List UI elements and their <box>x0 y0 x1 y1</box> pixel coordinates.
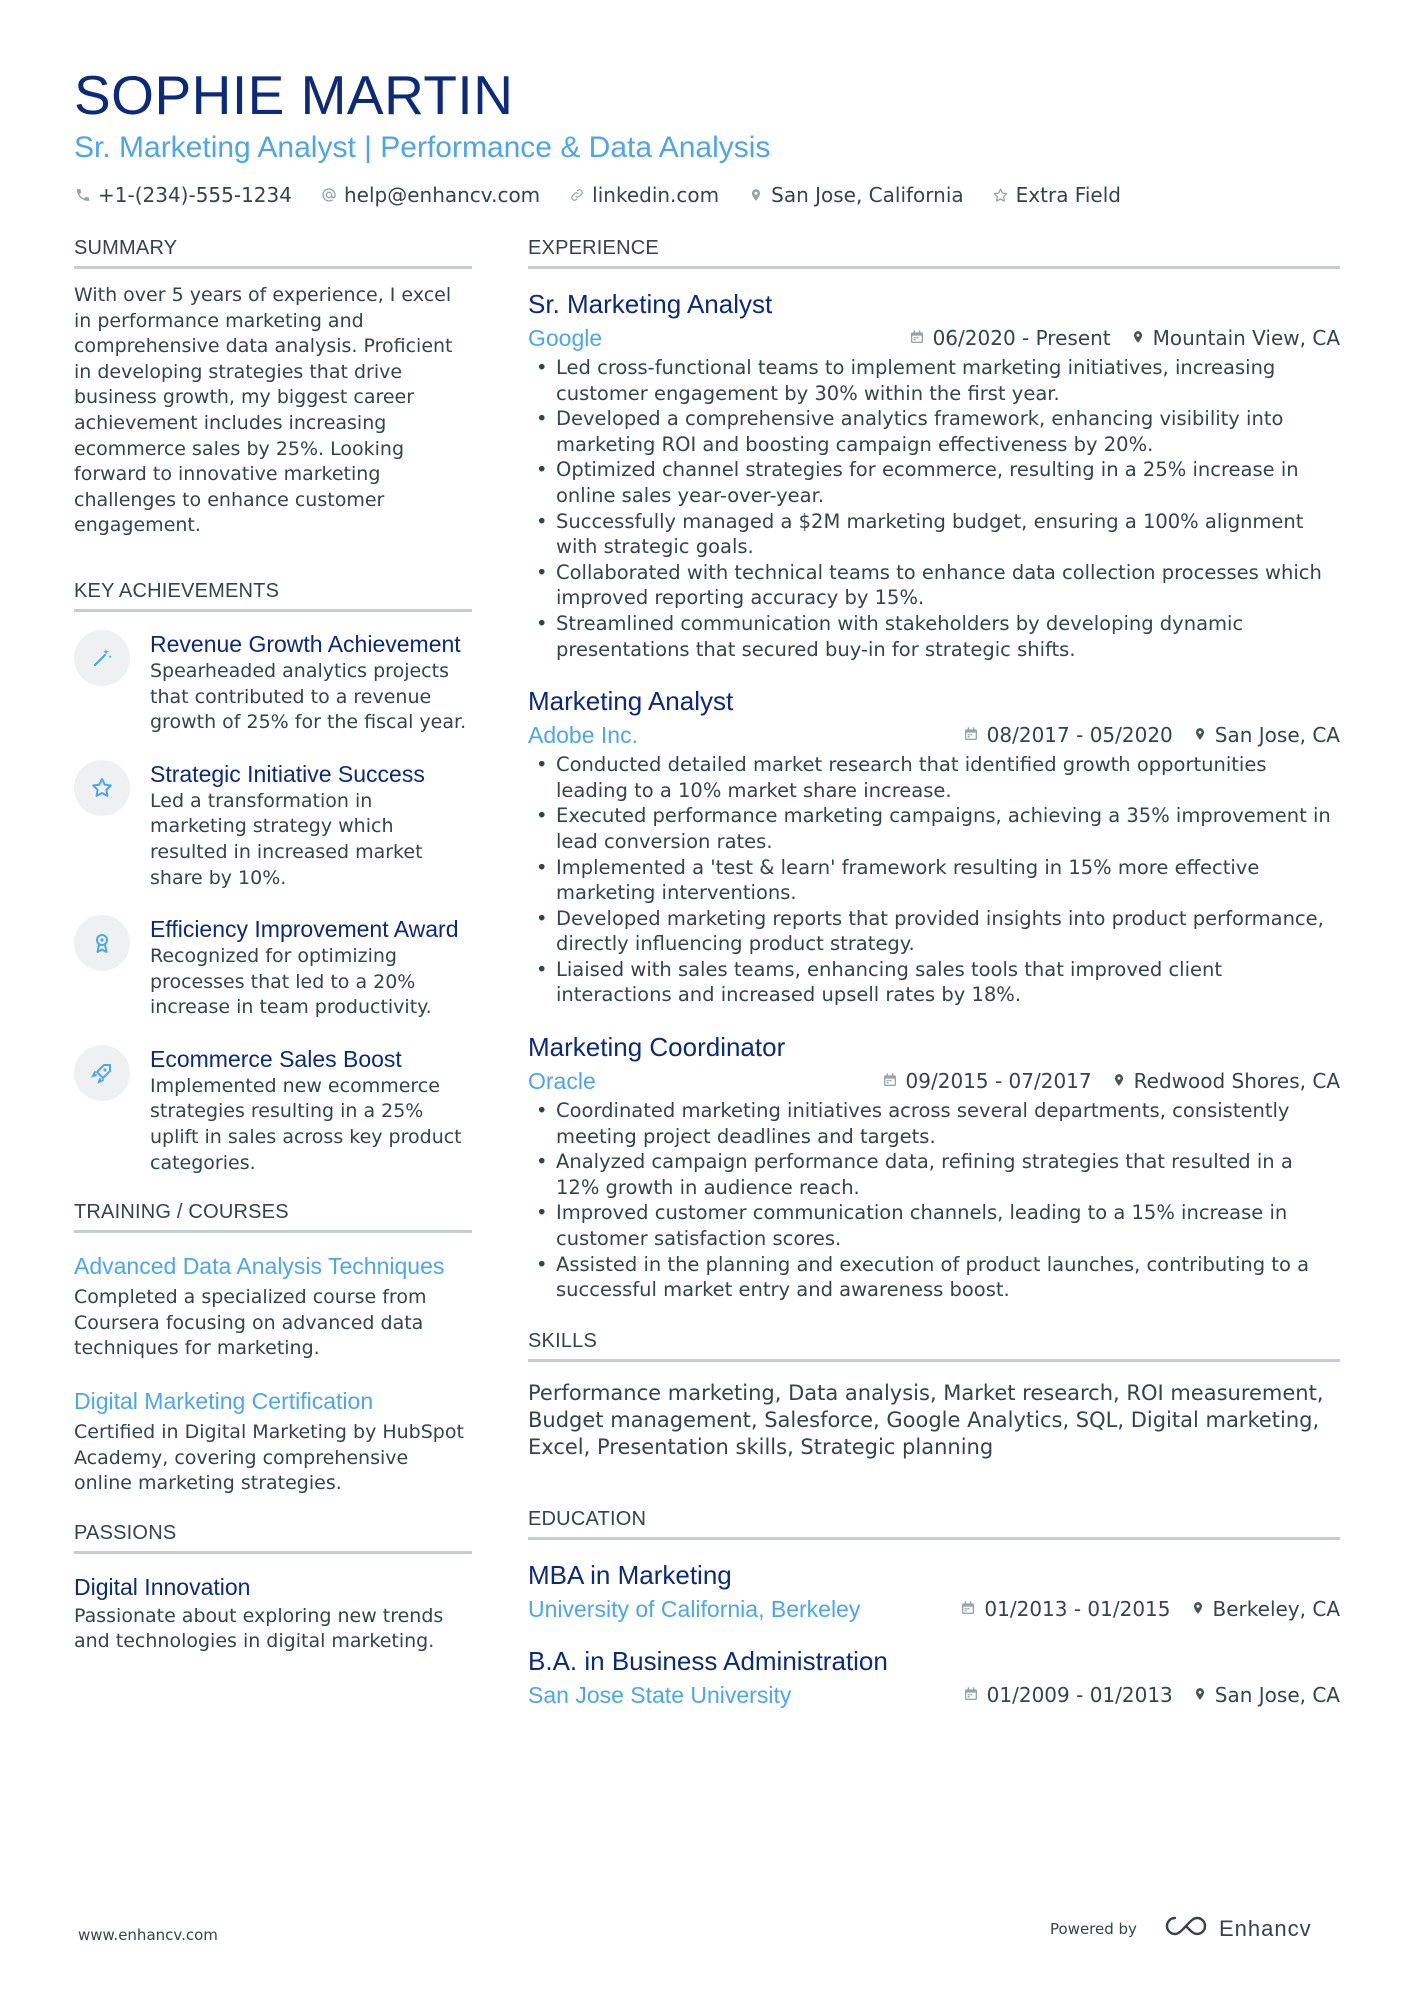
job-title: Sr. Marketing Analyst <box>528 289 773 319</box>
calendar-icon <box>963 723 979 747</box>
company-name: Adobe Inc. <box>528 722 638 749</box>
job-bullets <box>528 1098 1340 1303</box>
contact-location <box>747 182 964 208</box>
magic-wand-icon <box>74 630 130 686</box>
job-bullet: • Streamlined communication with stakeholders by developing dynamic presentations that secured buy-in for strategic shifts. <box>528 611 1340 662</box>
degree-title: B.A. in Business Administration <box>528 1645 888 1676</box>
contact-phone[interactable] <box>74 182 292 208</box>
job-bullet: • Developed a comprehensive analytics framework, enhancing visibility into marketing ROI and boosting campaign effectiveness by 20%. <box>528 406 1340 457</box>
job-entry <box>528 684 1340 1008</box>
school-name: University of California, Berkeley <box>528 1595 861 1622</box>
calendar-icon <box>909 326 925 350</box>
passions-section <box>74 1521 472 1655</box>
contact-extra-text: Extra Field <box>1015 183 1121 207</box>
contact-email[interactable] <box>320 182 540 208</box>
phone-icon <box>74 186 92 204</box>
education-entry <box>528 1558 1340 1624</box>
job-bullet: • Liaised with sales teams, enhancing sales tools that improved client interactions and increased upsell rates by 18%. <box>528 957 1340 1008</box>
achievement-title: Efficiency Improvement Award <box>150 916 459 943</box>
job-bullet: • Executed performance marketing campaigns, achieving a 35% improvement in lead conversion rates. <box>528 803 1340 854</box>
candidate-headline: Sr. Marketing Analyst | Performance & Data Analysis <box>74 131 771 164</box>
education-location: Berkeley, CA <box>1212 1596 1340 1621</box>
summary-section <box>74 236 472 539</box>
course-item <box>74 1386 472 1497</box>
company-name: Google <box>528 325 603 351</box>
job-location: Mountain View, CA <box>1152 326 1340 350</box>
calendar-icon <box>882 1069 898 1093</box>
contact-location-text: San Jose, California <box>771 183 964 207</box>
contact-bar <box>74 182 1344 208</box>
job-title: Marketing Analyst <box>528 686 734 717</box>
job-dates: 08/2017 - 05/2020 <box>986 723 1173 748</box>
star-badge-icon <box>74 760 130 816</box>
achievement-title: Revenue Growth Achievement <box>150 630 461 657</box>
job-entry <box>528 287 1340 662</box>
job-bullet: • Analyzed campaign performance data, refining strategies that resulted in a 12% growth in audience reach. <box>528 1149 1340 1200</box>
achievement-item <box>74 915 472 1021</box>
training-section <box>74 1200 472 1497</box>
job-location: Redwood Shores, CA <box>1133 1069 1340 1094</box>
company-name: Oracle <box>528 1068 596 1095</box>
location-pin-icon <box>1191 1597 1205 1621</box>
contact-email-text: help@enhancv.com <box>343 183 541 207</box>
at-icon <box>320 186 338 204</box>
contact-extra <box>992 182 1121 208</box>
course-text: Completed a specialized course from Coursera focusing on advanced data techniques for marketing. <box>74 1286 427 1360</box>
job-dates: 09/2015 - 07/2017 <box>905 1069 1092 1094</box>
course-title: Advanced Data Analysis Techniques <box>74 1253 445 1280</box>
achievement-text: Led a transformation in marketing strategy which resulted in increased market share by 10%. <box>150 789 423 889</box>
degree-title: MBA in Marketing <box>528 1559 732 1590</box>
job-bullet: • Assisted in the planning and execution of product launches, contributing to a successful market entry and awareness boost. <box>528 1252 1340 1303</box>
summary-text: With over 5 years of experience, I excel in performance marketing and comprehensive data analysis. Proficient in developing strategies that drive business growth, my biggest career achievement includes increasing ecommerce sales by 25%. Looking forward to innovative marketing challenges to enhance customer engagement. <box>74 284 453 537</box>
skills-heading: SKILLS <box>528 1329 1340 1362</box>
summary-heading: SUMMARY <box>74 236 472 269</box>
achievement-item <box>74 1045 472 1176</box>
education-heading: EDUCATION <box>528 1507 1340 1540</box>
award-ribbon-icon <box>74 915 130 971</box>
course-text: Certified in Digital Marketing by HubSpot Academy, covering comprehensive online marketing strategies. <box>74 1421 464 1495</box>
right-column <box>528 236 1340 1730</box>
left-column <box>74 236 472 1655</box>
achievements-heading: KEY ACHIEVEMENTS <box>74 579 472 612</box>
location-pin-icon <box>1131 326 1145 350</box>
rocket-icon <box>74 1045 130 1101</box>
job-bullet: • Implemented a 'test & learn' framework resulting in 15% more effective marketing interventions. <box>528 855 1340 906</box>
job-location: San Jose, CA <box>1214 723 1340 748</box>
job-bullet: • Coordinated marketing initiatives across several departments, consistently meeting project deadlines and targets. <box>528 1098 1340 1149</box>
calendar-icon <box>963 1683 979 1707</box>
location-pin-icon <box>1112 1069 1126 1093</box>
course-title: Digital Marketing Certification <box>74 1388 374 1415</box>
skills-section <box>528 1329 1340 1461</box>
education-entry <box>528 1644 1340 1710</box>
job-bullet: • Collaborated with technical teams to enhance data collection processes which improved reporting accuracy by 15%. <box>528 560 1340 611</box>
achievement-title: Strategic Initiative Success <box>150 760 425 787</box>
achievement-text: Implemented new ecommerce strategies resulting in a 25% uplift in sales across key product categories. <box>150 1074 462 1174</box>
skills-text: Performance marketing, Data analysis, Market research, ROI measurement, Budget management, Salesforce, Google Analytics, SQL, Digital marketing, Excel, Presentation skills, Strategic planning <box>528 1380 1324 1459</box>
job-bullet: • Conducted detailed market research that identified growth opportunities leading to a 10% market share increase. <box>528 752 1340 803</box>
achievement-title: Ecommerce Sales Boost <box>150 1045 402 1072</box>
education-dates: 01/2009 - 01/2013 <box>986 1682 1173 1707</box>
job-bullet: • Developed marketing reports that provided insights into product performance, directly influencing product strategy. <box>528 906 1340 957</box>
education-dates: 01/2013 - 01/2015 <box>984 1596 1171 1621</box>
education-section <box>528 1507 1340 1710</box>
job-bullet: • Successfully managed a $2M marketing budget, ensuring a 100% alignment with strategic goals. <box>528 509 1340 560</box>
passion-item <box>74 1572 472 1655</box>
job-bullets <box>528 752 1340 1008</box>
course-item <box>74 1251 472 1362</box>
candidate-name: SOPHIE MARTIN <box>74 64 514 126</box>
star-icon <box>992 186 1010 204</box>
footer-branding <box>1050 1914 1312 1944</box>
brand-logo[interactable] <box>1163 1914 1312 1944</box>
achievement-item <box>74 630 472 736</box>
experience-heading: EXPERIENCE <box>528 236 1340 269</box>
brand-name: Enhancv <box>1218 1916 1312 1941</box>
contact-linkedin-text: linkedin.com <box>592 183 720 207</box>
achievement-item <box>74 760 472 891</box>
passions-heading: PASSIONS <box>74 1521 472 1554</box>
location-pin-icon <box>1193 723 1207 747</box>
school-name: San Jose State University <box>528 1681 792 1708</box>
education-location: San Jose, CA <box>1214 1682 1340 1707</box>
passion-title: Digital Innovation <box>74 1573 251 1600</box>
job-entry <box>528 1030 1340 1303</box>
training-heading: TRAINING / COURSES <box>74 1200 472 1233</box>
job-bullet: • Improved customer communication channels, leading to a 15% increase in customer satisfaction scores. <box>528 1200 1340 1251</box>
job-bullet: • Led cross-functional teams to implement marketing initiatives, increasing customer engagement by 30% within the first year. <box>528 355 1340 406</box>
location-pin-icon <box>1193 1683 1207 1707</box>
link-icon <box>568 186 586 204</box>
passion-text: Passionate about exploring new trends and technologies in digital marketing. <box>74 1604 444 1653</box>
contact-linkedin[interactable] <box>568 182 719 208</box>
contact-phone-text: +1-(234)-555-1234 <box>98 183 292 207</box>
job-bullets <box>528 355 1340 662</box>
job-dates: 06/2020 - Present <box>932 326 1111 350</box>
experience-section <box>528 236 1340 1303</box>
infinity-logo-icon <box>1163 1914 1209 1944</box>
calendar-icon <box>960 1597 976 1621</box>
achievement-text: Spearheaded analytics projects that contributed to a revenue growth of 25% for the fiscal year. <box>150 659 467 734</box>
job-bullet: • Optimized channel strategies for ecommerce, resulting in a 25% increase in online sales year-over-year. <box>528 457 1340 508</box>
footer-website[interactable]: www.enhancv.com <box>78 1926 218 1944</box>
resume-header <box>74 62 1344 208</box>
achievements-section <box>74 579 472 1176</box>
powered-by-text: Powered by <box>1050 1920 1137 1938</box>
achievement-text: Recognized for optimizing processes that led to a 20% increase in team productivity. <box>150 945 432 1019</box>
job-title: Marketing Coordinator <box>528 1032 786 1063</box>
location-pin-icon <box>747 186 765 204</box>
